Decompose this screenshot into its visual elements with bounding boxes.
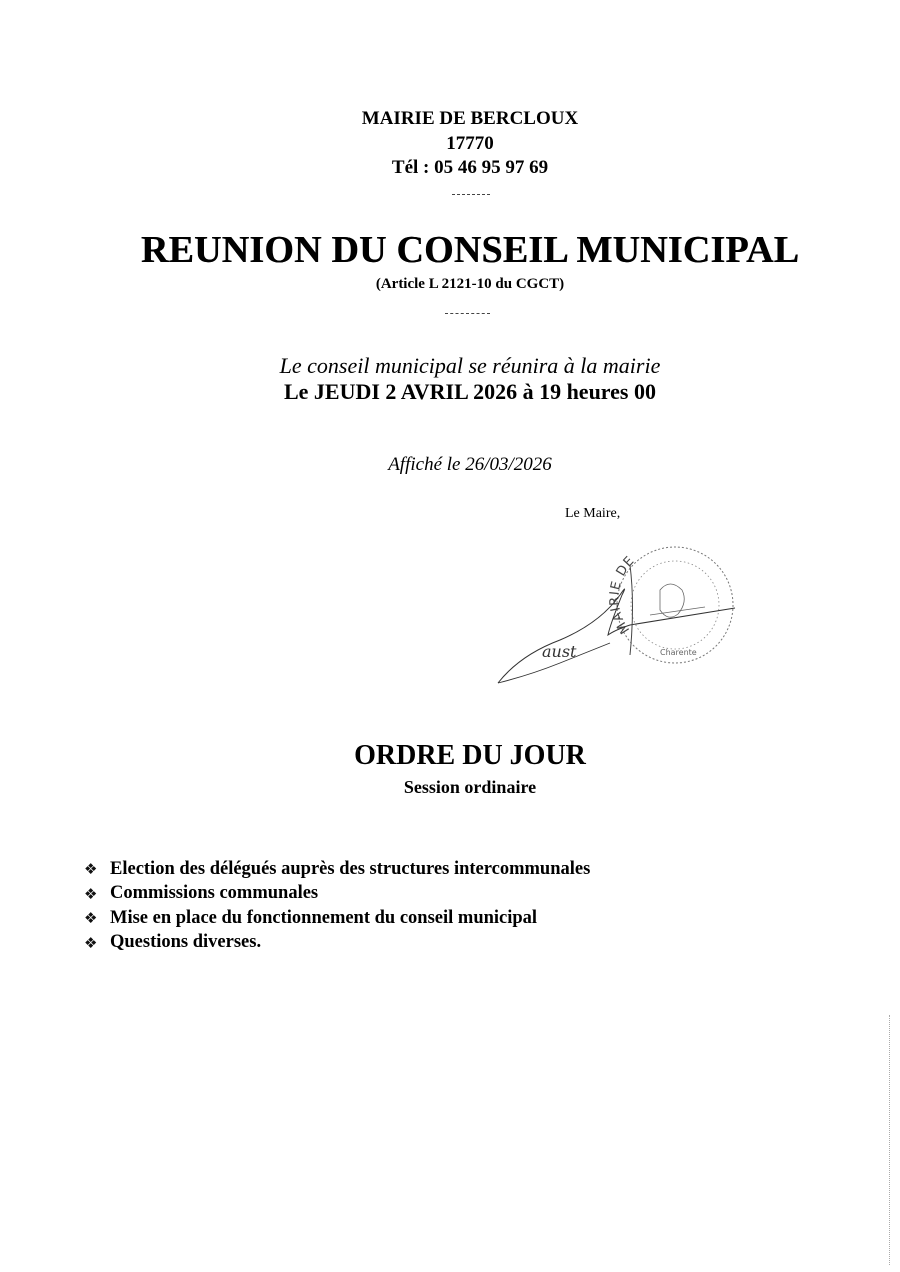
agenda-item [84,906,590,931]
agenda-item [84,882,590,907]
meeting-date: Le JEUDI 2 AVRIL 2026 à 19 heures 00 [283,379,656,404]
four-diamond-bullet-icon: ❖ [84,909,98,928]
meeting-title: REUNION DU CONSEIL MUNICIPAL [140,229,800,271]
signature-text: aust [542,642,577,661]
agenda-title: ORDRE DU JOUR [354,740,586,771]
stamp-subtext: Charente [660,648,697,657]
stamp-signature-image [490,535,750,695]
agenda-item-text: Questions diverses. [110,932,262,953]
meeting-intro: Le conseil municipal se réunira à la mairie [279,353,661,378]
mairie-name: MAIRIE DE BERCLOUX [361,108,579,129]
posted-date: Affiché le 26/03/2026 [388,454,552,475]
article-reference: (Article L 2121-10 du CGCT) [375,276,565,292]
agenda-item [84,857,590,882]
four-diamond-bullet-icon: ❖ [84,933,98,952]
four-diamond-bullet-icon: ❖ [84,884,98,903]
svg-text:MAIRIE DE [607,553,638,636]
agenda-item-text: Mise en place du fonctionnement du conseil municipal [110,907,538,928]
phone-number: Tél : 05 46 95 97 69 [391,157,549,178]
scan-edge-artifact [889,1015,890,1265]
agenda-subtitle: Session ordinaire [403,777,537,797]
title-divider [445,313,490,314]
postal-code: 17770 [446,133,494,154]
stamp-text: MAIRIE DE [607,553,638,637]
agenda-item-text: Election des délégués auprès des structures intercommunales [110,858,591,879]
four-diamond-bullet-icon: ❖ [84,860,98,879]
agenda-list [84,857,590,955]
agenda-item-text: Commissions communales [110,883,319,904]
header-divider [452,194,490,195]
mayor-label: Le Maire, [565,506,621,521]
agenda-item [84,931,590,956]
